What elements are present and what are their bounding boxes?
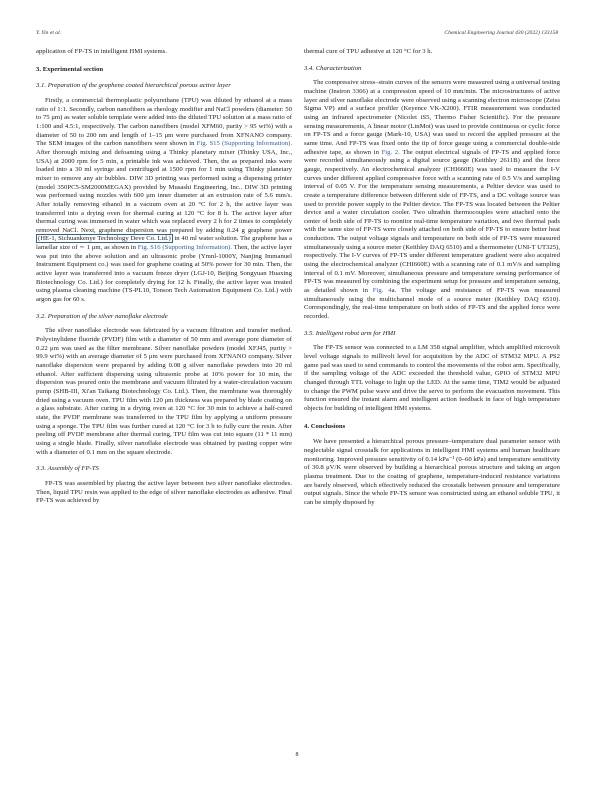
paragraph-3-4-text-a: The compressive stress–strain curves of the sensors were measured using a universal testing machine (Instron 3366) at a compression speed of 10 mm/min. The microstructures of active layer and silver nanoflake electrode were observed using a scanning electron microscope (Zeiss Sigma VP) and a surface profiler (Keyence VK-X200). FTIR measurement was conducted using an infrared spectrometer (Nicolet iS5, Thermo Fisher Scientific). For the pressure sensing measurements, A linear motor (LinMot) was used to provide continuous or cyclic force on FP-TS and a force gauge (Mark-10, USA) was used to record the applied pressure at the same time. And FP-TS was fixed onto the tip of force gauge using a commercial double-side adhesive tape, as shown in — [304, 79, 560, 156]
subsection-heading-3-4: 3.4. Characterization — [304, 64, 362, 72]
subsection-heading-3-5: 3.5. Intelligent robot arm for HMI — [304, 329, 396, 337]
paragraph-3-4 — [304, 79, 560, 321]
running-header-authors: Y. Yin et al. — [36, 30, 62, 36]
continuation-text: thermal cure of TPU adhesive at 120 °C for 3 h. — [304, 48, 433, 55]
subsection-heading-3-3: 3.3. Assembly of FP-TS — [36, 465, 99, 473]
paragraph-3-1-text-a: Firstly, a commercial thermoplastic polyurethane (TPU) was diluted by ethanol at a mass ratio of 1:1. Secondly, carbon nanofibers as rheology modifier and NaCl powders (diameter: 50 to 75 μm) as water soluble template were added into the diluted TPU solution at a mass ratio of 1:100 and 4.5:1, respectively. The carbon nanofibers (model XFM60, purity > 95 wt%) with a diameter of 50 to 200 nm and length of 1–15 μm were purchased from XFNANO company. The SEM images of the carbon nanofibers were shown in — [36, 96, 292, 148]
left-column — [36, 48, 292, 506]
paragraph-3-3: FP-TS was assembled by placing the active layer between two silver nanoflake electrodes. Then, liquid TPU resin was applied to the edge of silver nanoflake electrodes as adhesive. Final FP-TS was achieved by — [36, 479, 292, 505]
page-number: 8 — [295, 752, 299, 758]
figure-link-s16[interactable]: Fig. S16 (Supporting Information). — [137, 244, 232, 252]
figure-link-fig4[interactable]: Fig. 4 — [372, 287, 392, 295]
right-column — [304, 48, 560, 508]
section-heading-experimental: 3. Experimental section — [36, 65, 104, 73]
paragraph-3-5: The FP-TS sensor was connected to a LM 358 signal amplifier, which amplified microvolt level voltage signals to millivolt level for acquisition by the ADC of STM32 MPU. A PS2 game pad was used to send commands to control the movements of the robot arm. Specifically, if the sampling voltage of the ADC exceeded the threshold value, GPIO of STM32 MPU changed through TTL voltage to light up the LED. At the same time, TIM2 would be adjusted to change the PWM pulse wave and drive the servo to perform the evacuation movement. This function ensured the instant alarm and intelligent action feedback in face of high temperature objects for building of intelligent HMI systems. — [304, 344, 560, 412]
section-heading-conclusions: 4. Conclusions — [304, 422, 346, 430]
paragraph-conclusions: We have presented a hierarchical porous pressure–temperature dual parameter sensor with neglectable signal crosstalk for applications in intelligent HMI systems and human healthcare monitoring. Improved pressure sensitivity of 0.14 kPa⁻¹ (0–60 kPa) and temperature sensitivity of 30.8 μV/K were observed by building a hierarchical porous structure and taking an argon plasma treatment. Due to the coating of graphene, temperature-induced resistance variations are barely observed, which effectively reduced the crosstalk between pressure and temperature output signals. Since the whole FP-TS sensor was constructed using an ethanol soluble TPU, it can be simply disposed by — [304, 438, 560, 506]
paragraph-3-4-text-b: The output electrical signals of FP-TS and applied force were recorded simultaneously using a digital source gauge (Keithley 2611B) and the force gauge, respectively. An electrochemical analyzer (CHI660E) was used to measure the I-V curves under different applied compressive force with a scanning rate of 0.5 V/s and sampling interval of 0.05 V. For the temperature sensing measurements, a Peltier device was used to create a temperature difference between different side of FP-TS, and a DC voltage source was used to provide power supply to the Peltier device. The FP-TS was located between the Peltier device and a water circulation cooler. Two ultrathin thermocouples were attached onto the center of both side of FP-TS to monitor real-time temperature variation, and two thermal pads with the same size of FP-TS were closely attached on both side of FP-TS to ensure better heat conduction. The output voltage signals and temperature on both side of FP-TS were measured simultaneously using a source meter (Keithley DAQ 6510) and a thermometer (UNI-T UT325), respectively. The I-V curves of FP-TS under different temperature gradient were also acquired using the electrochemical analyzer (CHI660E) with a scanning rate of 0.1 mV/s and sampling interval of 0.1 mV. Moreover, simultaneous pressure and temperature sensing performance of FP-TS was measured by combining the experiment setup for pressure and temperature sensing, as detailed shown in — [304, 148, 560, 295]
intro-text: application of FP-TS in intelligent HMI systems. — [36, 48, 167, 55]
paragraph-3-2: The silver nanoflake electrode was fabricated by a vacuum filtration and transfer method. Polyvinylidene fluoride (PVDF) film with a diameter of 50 mm and average pore diameter of 0.22 μm was used as the filter membrane. Silver nanoflake powders (model XFJ45, purity > 99.9 wt%) with an average diameter of 5 μm were purchased from XFNANO company. Silver nanoflake dispersion were prepared by adding 0.08 g silver nanoflake powders into 20 ml ethanol. After sufficient dispersing using ultrasonic probe at 10% power for 10 min, the dispersion was poured onto the membrane and vacuum filtrated by a water-circulation vacuum pump (SHB-III, Xi'an Taikang Biotechnology Co. Ltd.). Then, the membrane was thoroughly dried using a vacuum oven. TPU film with 120 μm thickness was prepared by blade coating on a glass substrate. After curing in a drying oven at 120 °C for 30 min to achieve a half-cured state, the PVDF membrane was transferred to the TPU film by applying a uniform pressure using a sponge. The TPU film was further cured at 120 °C for 3 h to fully cure the resin. After peeling off PVDF membrane after thermal curing, TPU film was cut into square (11 * 11 mm) using a single blade. Finally, silver nanoflake electrode was obtained by pasting copper wire with a diameter of 0.1 mm on the square electrode. — [36, 327, 292, 456]
figure-link-fig2[interactable]: Fig. 2. — [381, 148, 400, 156]
figure-link-s15[interactable]: Fig. S15 (Supporting Information). — [196, 140, 292, 148]
paragraph-3-1-text-d: Then, the active layer was put into the above solution and an ultrasonic probe (Ymnl-1000Y, Nanjing Immanuel Instrument Equipment co.) was used for graphene coating at 50% power for 30 min. Then, the active layer was transferred into a vacuum freeze dryer (LGJ-10, Beijing Songyuan Huaxing Biotechnology Co. Ltd.) for completely drying for 12 h. Finally, the active layer was treated using plasma cleaning machine (TS-PL10, Tonson Tech Automation Equipment Co. Ltd.) with argon gas for 60 s. — [36, 244, 292, 304]
paragraph-3-4-text-c: a. The voltage and resistance of FP-TS was measured simultaneously using the multichannel mode of a source meter (Keithley DAQ 6510). Correspondingly, the real-time temperature on both sides of FP-TS and the applied force were recorded. — [304, 287, 560, 321]
paragraph-3-1-text-c: in 40 ml water solution. The graphene has a lamellar size of ∼ 1 μm, as shown in — [36, 235, 292, 252]
paragraph-3-1 — [36, 97, 292, 305]
running-header-journal: Chemical Engineering Journal 430 (2022) 133158 — [444, 30, 558, 36]
subsection-heading-3-1: 3.1. Preparation of the graphene coated hierarchical porous active layer — [36, 82, 231, 90]
paragraph-3-1-text-b: After thorough mixing and defoaming using a Thinky planetary mixer (Thinky USA, Inc., USA) at 2000 rpm for 5 min, a printable ink was achieved. Then, the as prepared inks were loaded into a 30 ml syringe and centrifuged at 1500 rpm for 1 min using Thinky planetary mixer to remove any air bubbles. DIW 3D printing was performed using a dispensing printer (model 350PC5-SM2000MEGAX) provided by Musashi Engineering, Inc.. DIW 3D printing was performed using nozzles with 600 μm inner diameter at an extrusion rate of 5.6 mm/s. After totally removing ethanol in a vacuum oven at 20 °C for 2 h, the active layer was transferred into a drying oven for thermal curing at 120 °C for 8 h. The active layer after thermal curing was immersed in water which was replaced every 2 h for 2 times to completely removed NaCl. Next, graphene dispersion was prepared by adding 0.24 g graphene power — [36, 148, 292, 234]
highlighted-supplier-box: (HE-1, Sichuankenye Technology Deve Co. Ltd.) — [38, 235, 171, 243]
subsection-heading-3-2: 3.2. Preparation of the silver nanoflake electrode — [36, 312, 168, 320]
